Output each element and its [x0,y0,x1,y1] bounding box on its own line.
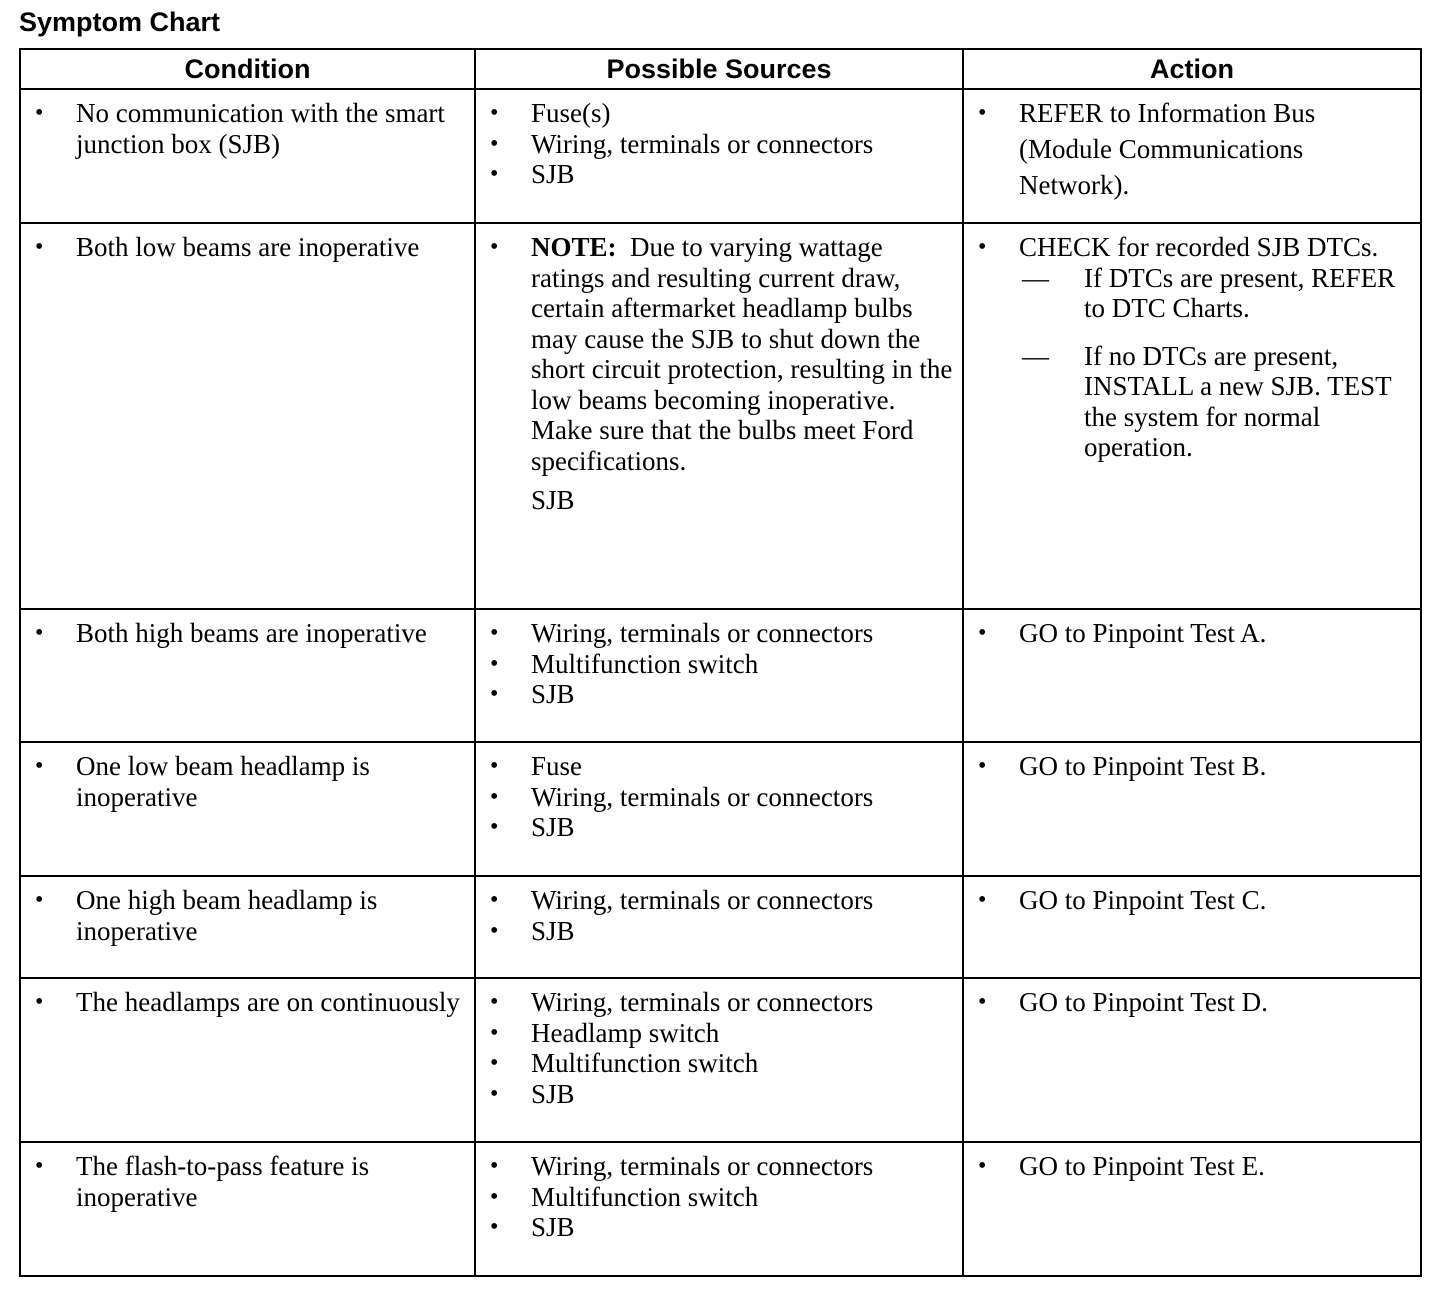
table-row [20,742,1421,876]
action-text: • REFER to Information Bus (Module Communications Network). [972,95,1412,203]
action-text: • GO to Pinpoint Test B. [972,751,1412,782]
condition-cell [20,89,475,223]
action-sub-list [1019,263,1412,463]
source-item: • Headlamp switch [484,1018,954,1049]
sources-cell [475,742,963,876]
source-item: • SJB [484,159,954,190]
source-item: • SJB [484,916,954,947]
source-item: • Wiring, terminals or connectors [484,129,954,160]
condition-text: • The flash-to-pass feature is inoperative [29,1151,466,1212]
condition-cell [20,742,475,876]
action-item [972,232,1412,463]
condition-text: • The headlamps are on continuously [29,987,466,1018]
source-item: • Multifunction switch [484,1048,954,1079]
symptom-chart-table [19,48,1422,1277]
table-row [20,978,1421,1142]
action-text: • GO to Pinpoint Test C. [972,885,1412,916]
header-row [20,49,1421,89]
sources-cell [475,223,963,609]
table-row [20,876,1421,978]
source-item: • SJB [484,1079,954,1110]
condition-text: • Both low beams are inoperative [29,232,466,263]
sources-cell [475,609,963,742]
action-cell [963,89,1421,223]
page-title: Symptom Chart [19,7,221,37]
action-cell [963,1142,1421,1276]
sources-cell [475,876,963,978]
column-header-possible-sources: Possible Sources [475,49,963,89]
source-item: • Wiring, terminals or connectors [484,885,954,916]
action-cell [963,742,1421,876]
source-item: • Fuse(s) [484,98,954,129]
source-item: • Wiring, terminals or connectors [484,782,954,813]
condition-cell [20,609,475,742]
source-item: SJB [531,485,575,515]
condition-cell [20,223,475,609]
condition-text: • No communication with the smart junction box (SJB) [29,98,466,159]
condition-text: • One high beam headlamp is inoperative [29,885,466,946]
source-item: • SJB [484,1212,954,1243]
action-cell [963,609,1421,742]
source-item: • SJB [484,812,954,843]
condition-cell [20,978,475,1142]
column-header-condition: Condition [20,49,475,89]
action-text: • GO to Pinpoint Test D. [972,987,1412,1018]
action-text: • CHECK for recorded SJB DTCs. [1019,232,1379,262]
source-item-note [484,232,954,476]
action-sub-item: — If DTCs are present, REFER to DTC Charts. [1019,263,1412,324]
sources-cell [475,89,963,223]
condition-text: • One low beam headlamp is inoperative [29,751,466,812]
sources-cell [475,1142,963,1276]
action-text: • GO to Pinpoint Test E. [972,1151,1412,1182]
source-item: • Multifunction switch [484,649,954,680]
condition-cell [20,1142,475,1276]
source-item: • Wiring, terminals or connectors [484,618,954,649]
source-item: • Multifunction switch [484,1182,954,1213]
source-item: • Wiring, terminals or connectors [484,1151,954,1182]
sources-cell [475,978,963,1142]
action-cell [963,978,1421,1142]
column-header-action: Action [963,49,1421,89]
condition-cell [20,876,475,978]
action-cell [963,876,1421,978]
action-text: • GO to Pinpoint Test A. [972,618,1412,649]
action-sub-item: — If no DTCs are present, INSTALL a new SJB. TEST the system for normal operation. [1019,341,1412,463]
table-row [20,89,1421,223]
source-item: • Fuse [484,751,954,782]
action-cell [963,223,1421,609]
table-row [20,609,1421,742]
condition-text: • Both high beams are inoperative [29,618,466,649]
table-row [20,1142,1421,1276]
note-label: NOTE: [531,232,617,262]
source-item: • SJB [484,679,954,710]
note-text: Due to varying wattage ratings and resulting current draw, certain aftermarket headlamp bulbs may cause the SJB to shut down the short circuit protection, resulting in the low beams becoming inoperative. Make sure that the bulbs meet Ford specifications. [531,232,953,476]
source-item: • Wiring, terminals or connectors [484,987,954,1018]
table-row [20,223,1421,609]
